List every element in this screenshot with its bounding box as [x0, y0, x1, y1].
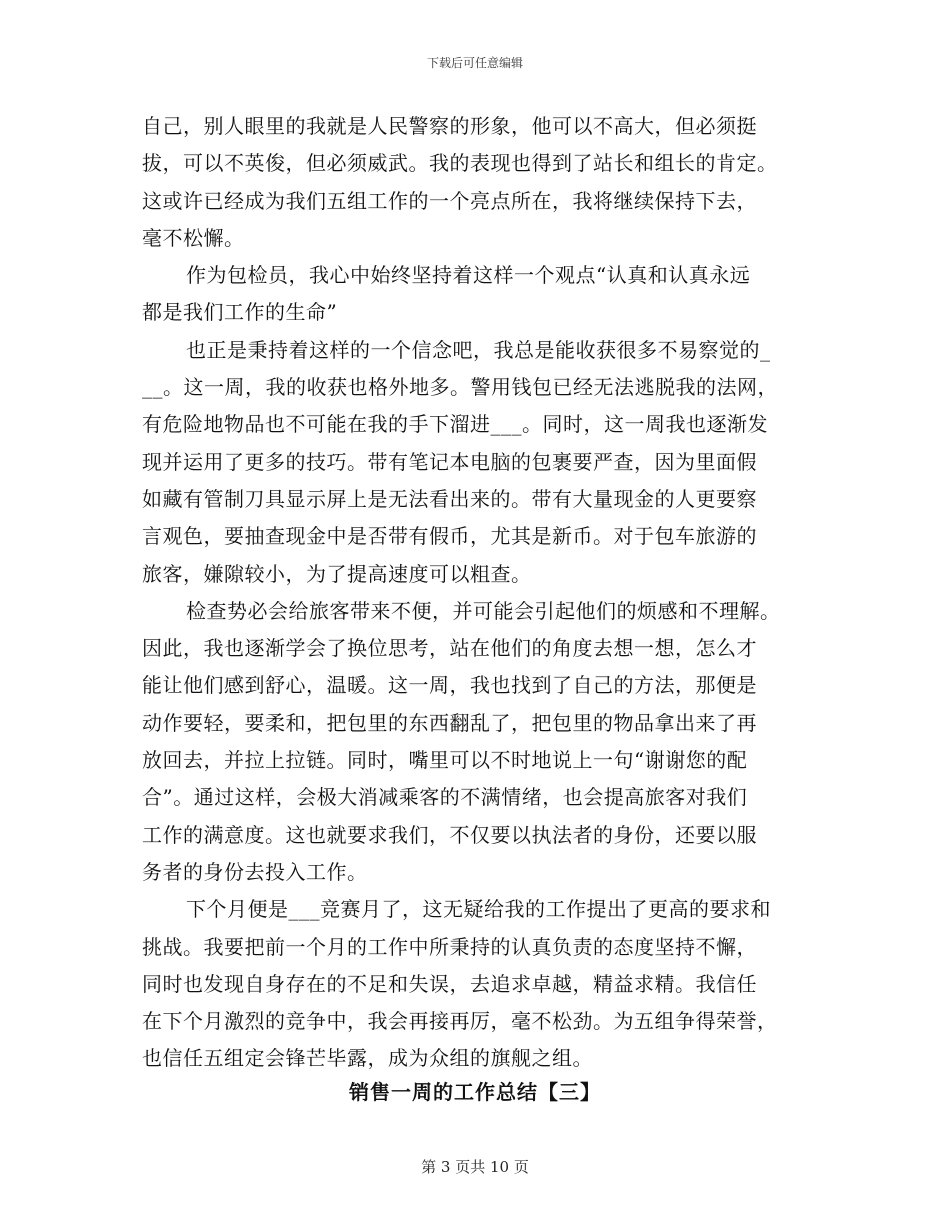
text-line: 也正是秉持着这样的一个信念吧，我总是能收获很多不易察觉的_: [186, 337, 771, 362]
text-line: 放回去，并拉上拉链。同时，嘴里可以不时地说上一句“谢谢您的配: [142, 748, 748, 773]
header-note: 下载后可任意编辑: [426, 56, 523, 70]
text-line: 检查势必会给旅客带来不便，并可能会引起他们的烦感和不理解。: [186, 598, 781, 623]
text-line: 挑战。我要把前一个月的工作中所秉持的认真负责的态度坚持不懈，: [142, 934, 757, 959]
text-line: 同时也发现自身存在的不足和失误，去追求卓越，精益求精。我信任: [142, 971, 757, 996]
text-line: 都是我们工作的生命”: [142, 300, 338, 325]
text-line: 也信任五组定会锋芒毕露，成为众组的旗舰之组。: [142, 1046, 593, 1071]
text-line: 工作的满意度。这也就要求我们，不仅要以执法者的身份，还要以服: [142, 822, 757, 847]
text-line: 因此，我也逐渐学会了换位思考，站在他们的角度去想一想，怎么才: [142, 636, 757, 661]
section-title: 销售一周的工作总结【三】: [349, 1080, 601, 1104]
text-line: 动作要轻，要柔和，把包里的东西翻乱了，把包里的物品拿出来了再: [142, 710, 757, 735]
text-line: 如藏有管制刀具显示屏上是无法看出来的。带有大量现金的人更要察: [142, 486, 757, 511]
text-line: 务者的身份去投入工作。: [142, 859, 368, 884]
text-line: 能让他们感到舒心，温暖。这一周，我也找到了自己的方法，那便是: [142, 673, 757, 698]
text-line: 旅客，嫌隙较小，为了提高速度可以粗查。: [142, 561, 532, 586]
text-line: 有危险地物品也不可能在我的手下溜进___。同时，这一周我也逐渐发: [142, 412, 768, 437]
text-line: 毫不松懈。: [142, 225, 245, 250]
text-line: __。这一周，我的收获也格外地多。警用钱包已经无法逃脱我的法网，: [142, 375, 778, 400]
text-line: 自己，别人眼里的我就是人民警察的形象，他可以不高大，但必须挺: [142, 114, 757, 138]
text-line: 下个月便是___竞赛月了，这无疑给我的工作提出了更高的要求和: [186, 897, 771, 922]
text-line: 拔，可以不英俊，但必须威武。我的表现也得到了站长和组长的肯定。: [142, 151, 778, 176]
text-line: 现并运用了更多的技巧。带有笔记本电脑的包裹要严查，因为里面假: [142, 449, 757, 474]
text-line: 这或许已经成为我们五组工作的一个亮点所在，我将继续保持下去，: [142, 188, 757, 213]
text-line: 言观色，要抽查现金中是否带有假币，尤其是新币。对于包车旅游的: [142, 524, 757, 549]
text-line: 作为包检员，我心中始终坚持着这样一个观点“认真和认真永远: [186, 263, 751, 288]
page-number: 第 3 页共 10 页: [421, 1158, 529, 1176]
document-body: [142, 108, 808, 1078]
text-line: 在下个月激烈的竞争中，我会再接再厉，毫不松劲。为五组争得荣誉，: [142, 1009, 778, 1034]
text-line: 合”。通过这样，会极大消减乘客的不满情绪，也会提高旅客对我们: [142, 785, 748, 810]
